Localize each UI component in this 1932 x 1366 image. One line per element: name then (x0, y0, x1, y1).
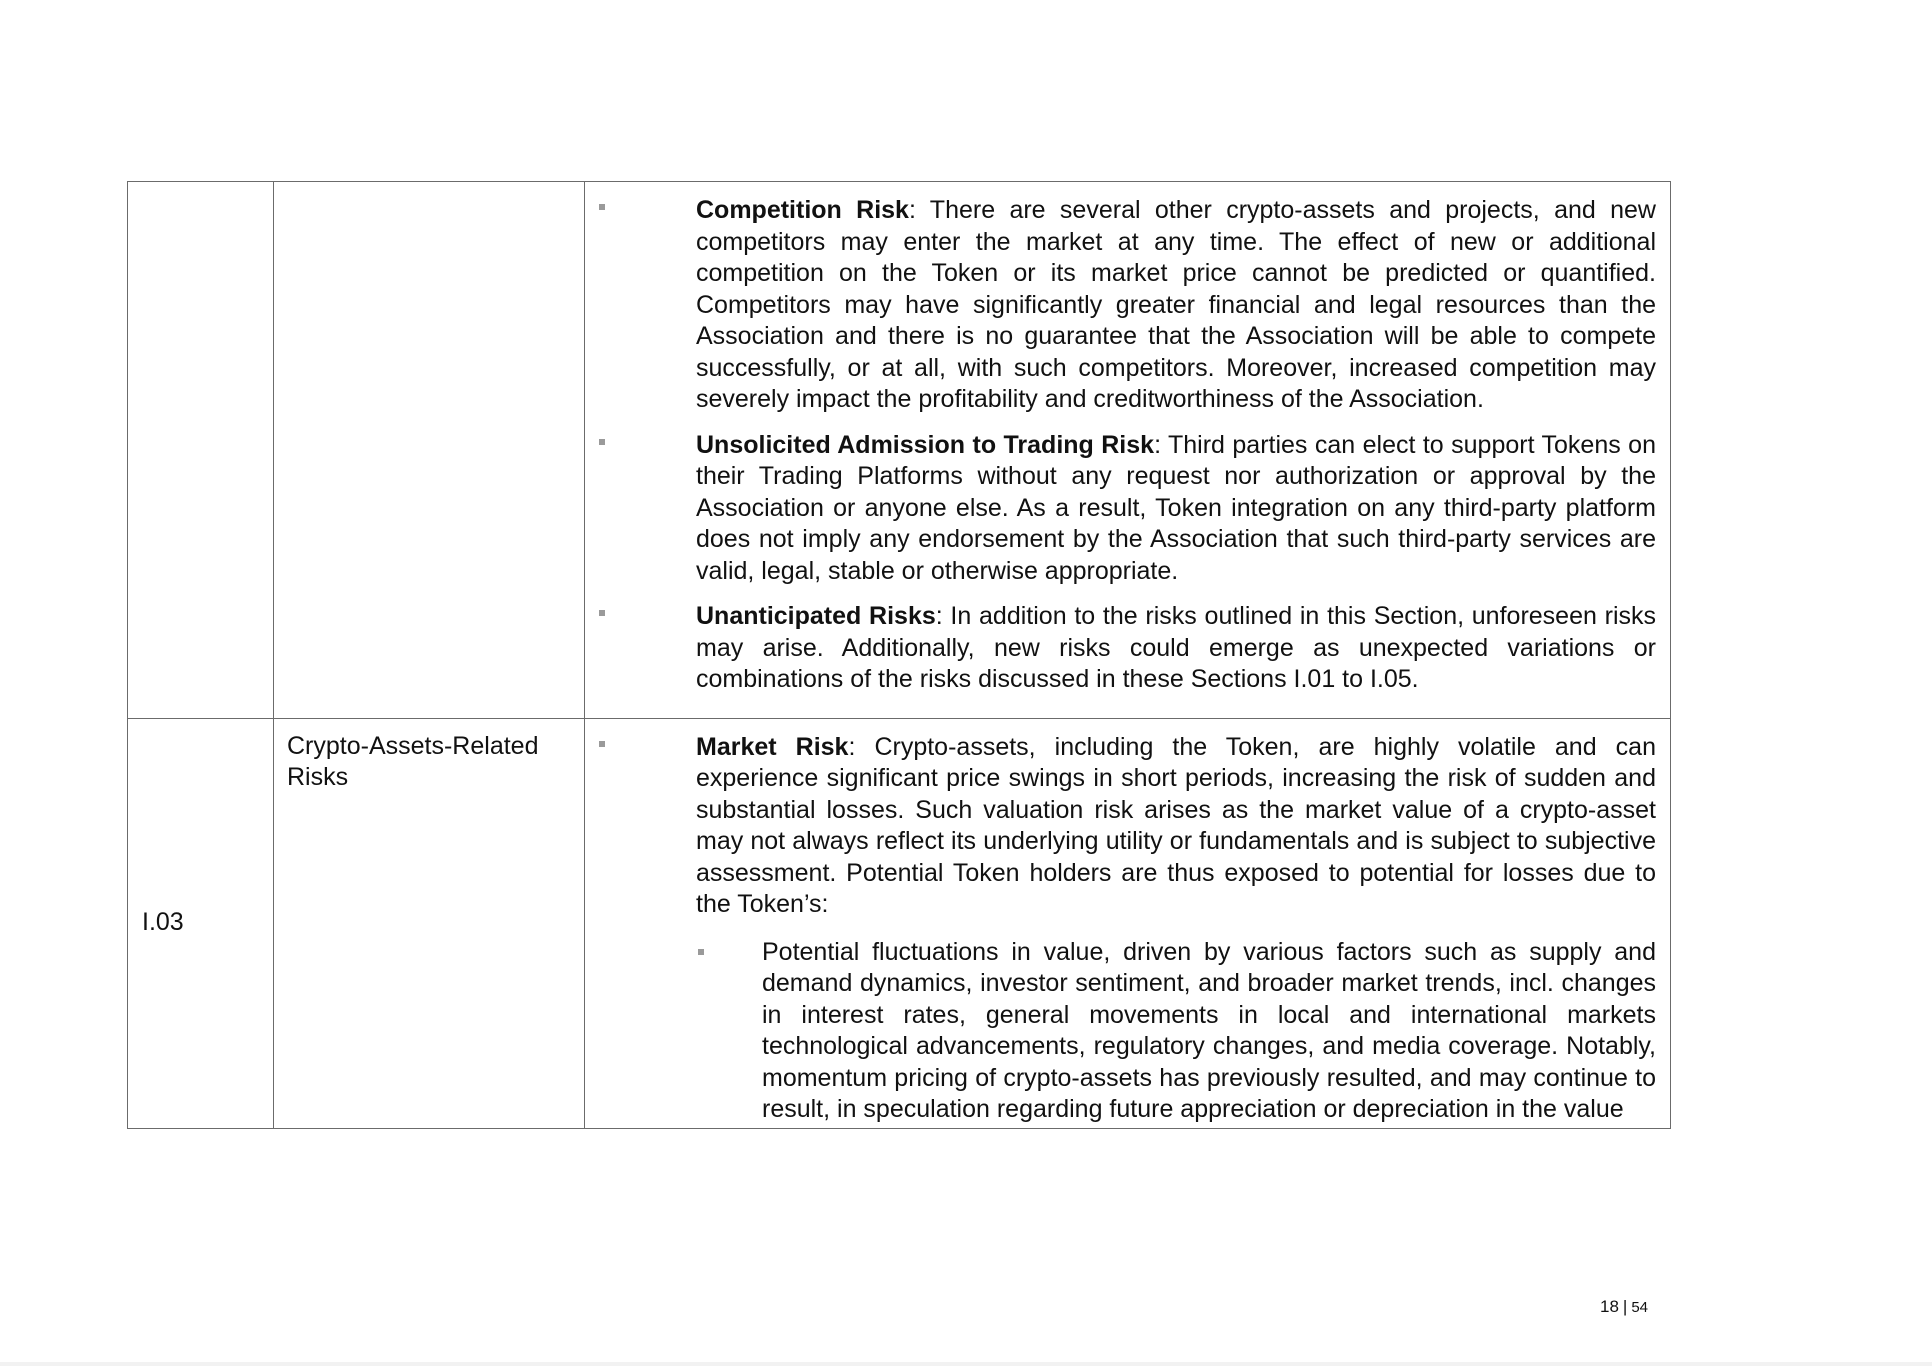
square-bullet-icon (599, 610, 605, 616)
risk-text: : In addition to the risks outlined in this Section, unforeseen risks may arise. Additionally, new risks could emerge as unexpected variations or combinations of the risks discussed in these Sections I.01 to I.05. (696, 602, 1657, 693)
risk-heading: Unanticipated Risks (696, 602, 936, 630)
risk-bullet-competition (585, 195, 1656, 416)
risk-sub-bullet (585, 937, 1656, 1126)
risk-heading: Market Risk (696, 732, 849, 761)
risk-bullet-unanticipated (585, 601, 1656, 696)
square-bullet-icon (698, 949, 704, 955)
page-current: 18 (1600, 1297, 1619, 1316)
page-number (1600, 1297, 1648, 1317)
section-title: Crypto-Assets-Related Risks (287, 731, 539, 791)
section-number-cell (128, 182, 274, 719)
section-title-cell (274, 182, 585, 719)
page-total: 54 (1631, 1299, 1649, 1316)
risk-text: : There are several other crypto-assets and projects, and new competitors may enter the market at any time. The effect of new or additional competition on the Token or its market price cannot be predicted or quantified. Competitors may have significantly greater financial and legal resources than the Association and there is no guarantee that the Association will be able to compete successfully, or at all, with such competitors. Moreover, increased competition may severely impact the profitability and creditworthiness of the Association. (696, 196, 1656, 413)
table-row (128, 718, 1671, 1128)
section-title-cell (274, 718, 585, 1128)
table-row (128, 182, 1671, 719)
risk-heading: Competition Risk (696, 196, 909, 224)
risk-bullet-unsolicited-admission (585, 430, 1656, 588)
risk-text: : Third parties can elect to support Tokens on their Trading Platforms without any request nor authorization or approval by the Association or anyone else. As a result, Token integration on any third-party platform does not imply any endorsement by the Association that such third-party services are valid, legal, stable or otherwise appropriate. (696, 430, 1656, 585)
section-number: I.03 (142, 908, 184, 937)
square-bullet-icon (599, 204, 605, 210)
sub-bullet-text: Potential fluctuations in value, driven by various factors such as supply and demand dynamics, investor sentiment, and broader market trends, incl. changes in interest rates, general movements in local and international markets technological advancements, regulatory changes, and media coverage. Notably, momentum pricing of crypto-assets has previously resulted, and may continue to result, in speculation regarding future appreciation or depreciation in the value (762, 937, 1656, 1123)
risk-content-cell (585, 182, 1671, 719)
risk-bullet-market (585, 732, 1656, 1126)
risk-table (127, 181, 1671, 1129)
page-bottom-edge (0, 1362, 1932, 1366)
square-bullet-icon (599, 439, 605, 445)
page-separator: | (1622, 1297, 1628, 1316)
section-number-cell (128, 718, 274, 1128)
risk-text: : Crypto-assets, including the Token, are highly volatile and can experience significant price swings in short periods, increasing the risk of sudden and substantial losses. Such valuation risk arises as the market value of a crypto-asset may not always reflect its underlying utility or fundamentals and is subject to subjective assessment. Potential Token holders are thus exposed to potential for losses due to the Token’s: (696, 732, 1656, 918)
square-bullet-icon (599, 741, 605, 747)
risk-content-cell (585, 718, 1671, 1128)
risk-heading: Unsolicited Admission to Trading Risk (696, 430, 1155, 459)
